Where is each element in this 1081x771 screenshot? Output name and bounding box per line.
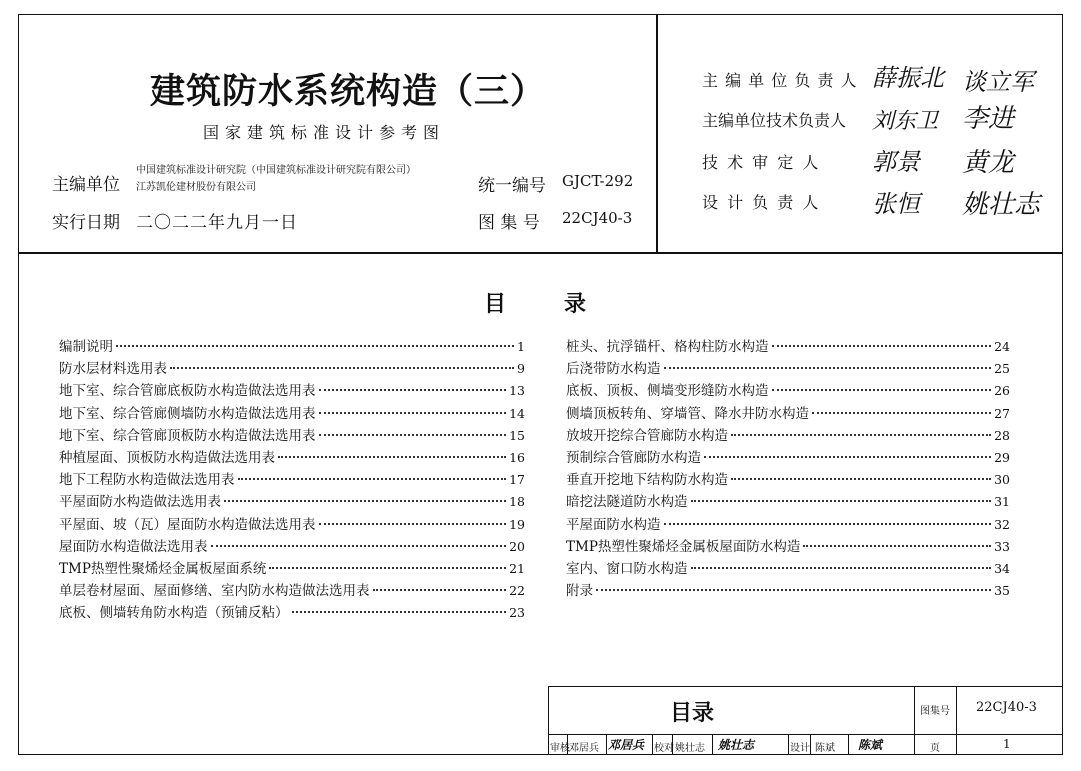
toc-leader-dots: [292, 611, 507, 613]
design-label: 设计: [790, 743, 810, 754]
toc-item-page: 35: [994, 583, 1010, 599]
signature-design-lead-2: 姚壮志: [962, 190, 1041, 220]
title-block-title: 目录: [670, 701, 715, 726]
toc-item-page: 24: [994, 339, 1010, 354]
toc-leader-dots: [803, 545, 991, 547]
toc-leader-dots: [691, 567, 992, 569]
toc-item-page: 33: [994, 538, 1010, 554]
toc-right-column: [566, 335, 1010, 601]
toc-item[interactable]: [59, 424, 525, 446]
toc-item-title: 附录: [566, 583, 593, 600]
toc-leader-dots: [731, 434, 991, 436]
toc-item-page: 30: [994, 472, 1010, 488]
toc-heading-lu: 录: [564, 292, 587, 317]
role-editor-head: 主 编 单 位 负 责 人: [702, 71, 858, 90]
toc-leader-dots: [691, 500, 992, 502]
atlas-subtitle: 国家建筑标准设计参考图: [203, 123, 446, 142]
editor-unit-1: 中国建筑标准设计研究院（中国建筑标准设计研究院有限公司）: [136, 165, 416, 176]
toc-item-page: 15: [509, 427, 525, 443]
toc-item-page: 1: [517, 339, 525, 354]
toc-item[interactable]: [59, 513, 525, 535]
toc-item-title: 种植屋面、顶板防水构造做法选用表: [59, 449, 275, 466]
toc-item-title: 底板、顶板、侧墙变形缝防水构造: [566, 383, 769, 400]
toc-item[interactable]: [59, 490, 525, 512]
sig-row-divider: [652, 734, 653, 755]
toc-item-title: 地下工程防水构造做法选用表: [59, 472, 235, 489]
header-vertical-divider: [656, 14, 658, 253]
title-block-atlas-label: 图集号: [920, 706, 950, 717]
title-block-vdivider-1: [914, 686, 915, 755]
editor-unit-2: 江苏凯伦建材股份有限公司: [136, 182, 256, 193]
toc-item[interactable]: [566, 379, 1010, 401]
atlas-no: 22CJ40-3: [562, 209, 633, 227]
toc-leader-dots: [319, 412, 507, 414]
signature-design-lead-1: 张恒: [872, 190, 920, 218]
toc-item[interactable]: [566, 468, 1010, 490]
role-tech-head: 主编单位技术负责人: [702, 111, 847, 130]
role-design-lead: 设 计 负 责 人: [702, 193, 821, 212]
toc-leader-dots: [664, 367, 992, 369]
toc-item[interactable]: [59, 335, 525, 357]
toc-item[interactable]: [59, 446, 525, 468]
atlas-no-label: 图 集 号: [478, 213, 540, 233]
editor-label: 主编单位: [52, 175, 120, 195]
toc-leader-dots: [319, 523, 507, 525]
signature-tech-head-1: 刘东卫: [872, 109, 939, 134]
toc-item-title: 侧墙顶板转角、穿墙管、降水井防水构造: [566, 405, 809, 422]
unified-no: GJCT-292: [562, 172, 634, 190]
toc-item-page: 29: [994, 449, 1010, 465]
toc-leader-dots: [278, 456, 506, 458]
title-block-atlas-no: 22CJ40-3: [976, 700, 1037, 715]
toc-leader-dots: [664, 523, 992, 525]
toc-item-title: 地下室、综合管廊底板防水构造做法选用表: [59, 383, 316, 400]
title-block-divider: [548, 734, 1063, 735]
toc-item-page: 31: [994, 494, 1010, 510]
toc-item-title: 平屋面防水构造做法选用表: [59, 494, 221, 511]
toc-leader-dots: [170, 367, 514, 369]
toc-item-page: 14: [509, 405, 525, 421]
toc-item-title: 底板、侧墙转角防水构造（预铺反粘）: [59, 605, 289, 622]
toc-leader-dots: [238, 478, 507, 480]
toc-item-page: 16: [509, 449, 525, 465]
toc-item-title: 地下室、综合管廊侧墙防水构造做法选用表: [59, 405, 316, 422]
toc-item-title: 垂直开挖地下结构防水构造: [566, 472, 728, 489]
sig-row-divider: [788, 734, 789, 755]
toc-item-title: 单层卷材屋面、屋面修缮、室内防水构造做法选用表: [59, 583, 370, 600]
design-signature: 陈斌: [858, 738, 883, 752]
signature-editor-head-2: 谈立军: [962, 68, 1034, 96]
signature-tech-head-2: 李进: [962, 104, 1015, 134]
toc-item[interactable]: [566, 424, 1010, 446]
toc-item-page: 23: [509, 605, 525, 621]
toc-item[interactable]: [566, 579, 1010, 601]
toc-item[interactable]: [566, 357, 1010, 379]
toc-item[interactable]: [59, 557, 525, 579]
toc-item[interactable]: [59, 601, 525, 623]
toc-item-title: 室内、窗口防水构造: [566, 560, 688, 577]
toc-item-page: 28: [994, 427, 1010, 443]
title-block-page-no: 1: [1003, 737, 1011, 751]
toc-item-title: 暗挖法隧道防水构造: [566, 494, 688, 511]
signature-tech-reviewer-1: 郭景: [872, 148, 920, 176]
unified-no-label: 统一编号: [478, 176, 546, 196]
toc-item[interactable]: [59, 379, 525, 401]
toc-leader-dots: [812, 412, 991, 414]
toc-item[interactable]: [566, 490, 1010, 512]
toc-item[interactable]: [59, 402, 525, 424]
toc-item[interactable]: [566, 513, 1010, 535]
title-block-vdivider-2: [956, 686, 957, 755]
review-signature: 邓居兵: [608, 738, 645, 752]
check-name: 姚壮志: [675, 743, 705, 754]
toc-item-page: 19: [509, 516, 525, 532]
toc-leader-dots: [373, 589, 507, 591]
toc-item-title: 平屋面、坡（瓦）屋面防水构造做法选用表: [59, 516, 316, 533]
toc-item-page: 32: [994, 516, 1010, 532]
title-block: [548, 686, 1063, 755]
atlas-title: 建筑防水系统构造（三）: [150, 72, 547, 112]
review-label: 审核: [550, 743, 570, 754]
date-label: 实行日期: [52, 213, 120, 233]
check-label: 校对: [654, 743, 674, 754]
toc-item-page: 21: [509, 560, 525, 576]
toc-item-page: 22: [509, 583, 525, 599]
toc-item-page: 34: [994, 560, 1010, 576]
toc-leader-dots: [731, 478, 991, 480]
toc-leader-dots: [319, 389, 507, 391]
toc-leader-dots: [269, 567, 506, 569]
toc-item-title: 地下室、综合管廊顶板防水构造做法选用表: [59, 427, 316, 444]
toc-item-title: 防水层材料选用表: [59, 361, 167, 378]
toc-item-title: 放坡开挖综合管廊防水构造: [566, 427, 728, 444]
toc-item-title: TMP热塑性聚烯烃金属板屋面防水构造: [566, 538, 801, 555]
toc-item[interactable]: [566, 402, 1010, 424]
toc-leader-dots: [772, 389, 992, 391]
sig-row-divider: [712, 734, 713, 755]
sig-row-divider: [606, 734, 607, 755]
effective-date: 二〇二二年九月一日: [136, 213, 298, 233]
toc-left-column: [59, 335, 525, 623]
signature-tech-reviewer-2: 黄龙: [962, 148, 1015, 178]
toc-heading-mu: 目: [484, 292, 507, 317]
toc-item[interactable]: [59, 357, 525, 379]
toc-item[interactable]: [566, 535, 1010, 557]
toc-leader-dots: [224, 500, 506, 502]
toc-item[interactable]: [566, 446, 1010, 468]
toc-leader-dots: [596, 589, 991, 591]
title-block-page-label: 页: [930, 743, 940, 754]
sig-row-divider: [848, 734, 849, 755]
toc-leader-dots: [704, 456, 991, 458]
toc-item-title: TMP热塑性聚烯烃金属板屋面系统: [59, 560, 267, 577]
toc-item-page: 9: [517, 361, 525, 377]
header-divider: [18, 252, 1063, 254]
toc-item-title: 平屋面防水构造: [566, 516, 661, 533]
toc-leader-dots: [211, 545, 507, 547]
toc-item-page: 27: [994, 405, 1010, 421]
toc-item[interactable]: [566, 557, 1010, 579]
design-name: 陈斌: [815, 743, 835, 754]
toc-item-title: 屋面防水构造做法选用表: [59, 538, 208, 555]
role-tech-reviewer: 技 术 审 定 人: [702, 153, 821, 172]
toc-item-title: 编制说明: [59, 339, 113, 355]
toc-item-page: 13: [509, 383, 525, 399]
toc-item-page: 26: [994, 383, 1010, 399]
toc-item-page: 20: [509, 538, 525, 554]
toc-leader-dots: [116, 345, 514, 347]
toc-item[interactable]: [59, 468, 525, 490]
toc-leader-dots: [319, 434, 507, 436]
sig-row-divider: [810, 734, 811, 755]
signature-editor-head-1: 薛振北: [872, 64, 944, 92]
toc-item[interactable]: [59, 579, 525, 601]
review-name: 邓居兵: [569, 743, 599, 754]
toc-item-page: 18: [509, 494, 525, 510]
toc-item-page: 17: [509, 472, 525, 488]
toc-item[interactable]: [59, 535, 525, 557]
toc-item-title: 桩头、抗浮锚杆、格构柱防水构造: [566, 339, 769, 355]
toc-leader-dots: [772, 345, 992, 347]
toc-item-title: 后浇带防水构造: [566, 361, 661, 378]
toc-item-title: 预制综合管廊防水构造: [566, 449, 701, 466]
check-signature: 姚壮志: [718, 738, 755, 752]
toc-item[interactable]: [566, 335, 1010, 357]
toc-item-page: 25: [994, 361, 1010, 377]
